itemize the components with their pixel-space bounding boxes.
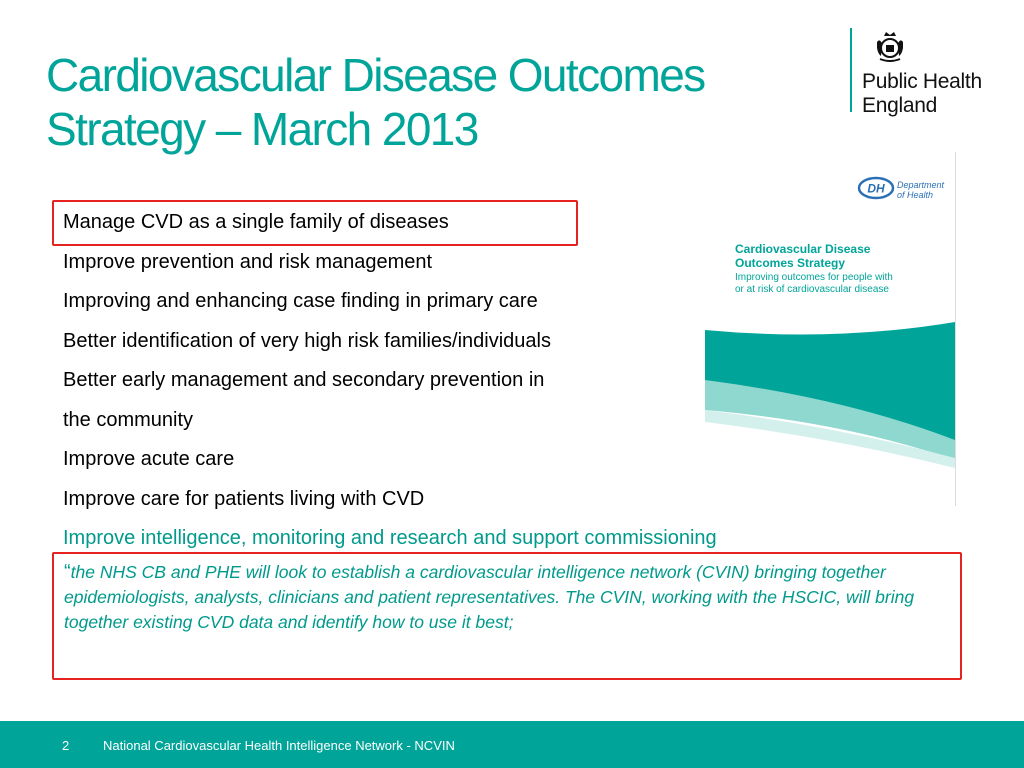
- logo-wordmark: [862, 70, 982, 118]
- dh-wordmark: [897, 180, 944, 200]
- cover-title: [735, 242, 950, 270]
- dh-line-1: Department: [897, 180, 945, 190]
- dh-badge-icon: [857, 176, 895, 200]
- cover-title-line-2: Outcomes Strategy: [735, 256, 846, 270]
- title-line-1: Cardiovascular Disease Outcomes: [46, 49, 705, 101]
- page-number: 2: [62, 738, 70, 753]
- quote-paragraph: [64, 560, 950, 635]
- bullet-item: Improve prevention and risk management: [63, 250, 433, 273]
- bullet-item: Improving and enhancing case finding in primary care: [63, 290, 538, 312]
- bullet-item: Better early management and secondary prevention in: [63, 369, 545, 391]
- strategy-cover-image: [705, 152, 956, 506]
- highlight-box-first-bullet: [52, 200, 578, 246]
- dh-line-2: of Health: [897, 190, 934, 200]
- quote-mark: “: [64, 561, 71, 583]
- bullet-item: the community: [63, 408, 194, 431]
- cover-wave-graphic: [705, 322, 955, 506]
- quote-text: the NHS CB and PHE will look to establish a cardiovascular intelligence network (CVIN) bringing together epidemiologists, analysts, clinicians and patient representatives. The CVIN, working with the HSCIC, will bring together existing CVD data and identify how to use it best;: [64, 562, 915, 632]
- title-line-2: Strategy – March 2013: [46, 103, 478, 155]
- cover-subtitle-line-1: Improving outcomes for people with: [735, 272, 893, 283]
- footer-bar: [0, 721, 1024, 768]
- dh-badge-text: DH: [867, 181, 885, 196]
- bullet-item: Improve acute care: [63, 448, 235, 470]
- cover-subtitle-line-2: or at risk of cardiovascular disease: [735, 284, 889, 295]
- footer-text: National Cardiovascular Health Intelligence Network - NCVIN: [103, 738, 455, 753]
- phe-logo: [850, 28, 1010, 116]
- logo-line-2: England: [862, 94, 937, 117]
- bullet-item-highlight: Improve intelligence, monitoring and research and support commissioning: [63, 527, 717, 549]
- cover-subtitle: [735, 272, 950, 296]
- bullet-item: Better identification of very high risk families/individuals: [63, 329, 551, 352]
- quote-box: [52, 552, 962, 680]
- bullet-item: Manage CVD as a single family of diseases: [63, 211, 449, 233]
- cover-title-line-1: Cardiovascular Disease: [735, 242, 871, 256]
- page-title: [46, 48, 826, 156]
- logo-line-1: Public Health: [862, 70, 982, 93]
- bullet-item: Improve care for patients living with CVD: [63, 487, 425, 510]
- royal-crest-icon: [872, 28, 908, 64]
- logo-divider: [850, 28, 852, 112]
